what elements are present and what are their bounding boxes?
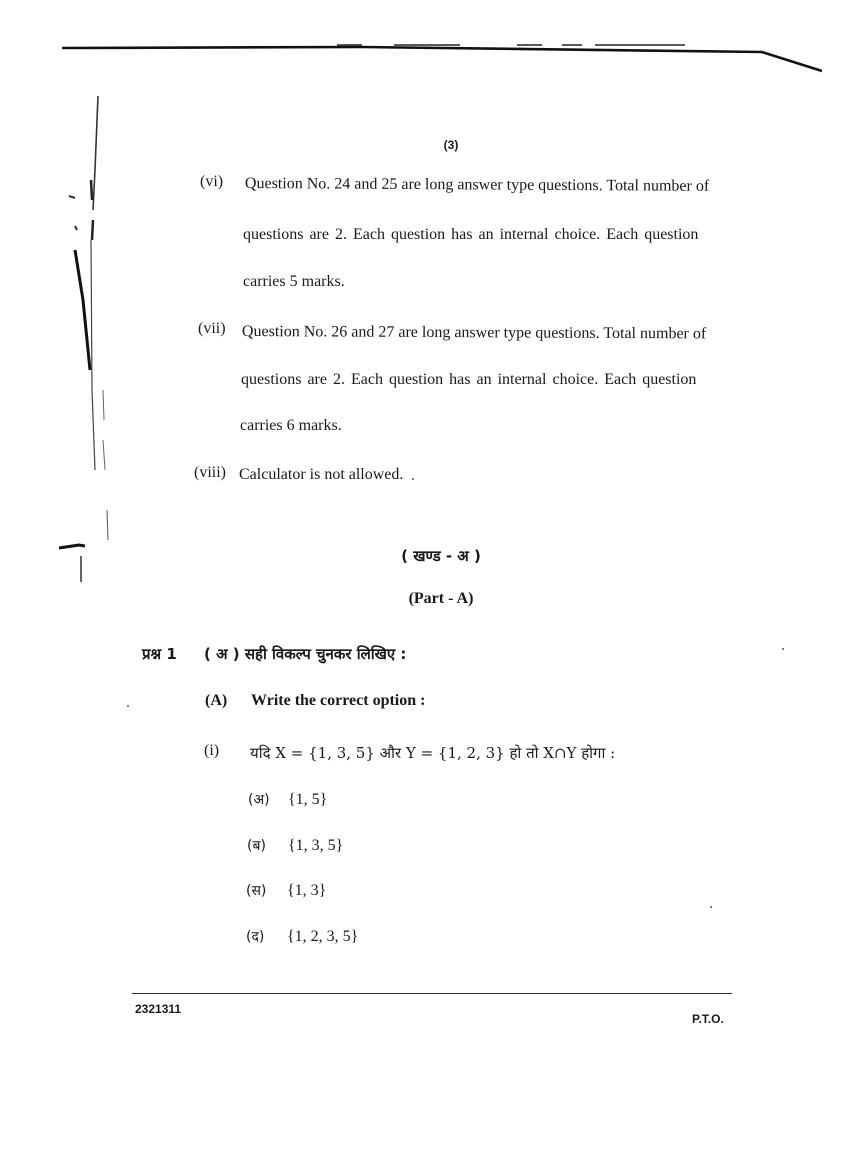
page-number: (3) — [443, 138, 459, 152]
instruction-number: (viii) — [194, 464, 226, 481]
instruction-line: Calculator is not allowed. — [239, 466, 404, 483]
section-heading-hindi: ( खण्ड - अ ) — [401, 547, 481, 565]
footer-rule — [132, 993, 732, 994]
question-sub-marker: (A) — [205, 692, 228, 709]
option-marker: (द) — [246, 929, 265, 945]
margin-scan-marks — [55, 90, 125, 610]
instruction-line: Question No. 24 and 25 are long answer type questions. Total number of — [244, 175, 710, 195]
scan-speck — [710, 906, 712, 908]
question-instruction-english: Write the correct option : — [251, 692, 426, 709]
top-scan-rule — [62, 44, 822, 76]
option-value: {1, 3, 5} — [288, 837, 344, 854]
instruction-number: (vi) — [200, 173, 224, 190]
option-value: {1, 5} — [288, 791, 328, 808]
question-label: प्रश्न 1 — [142, 645, 177, 663]
paper-code: 2321311 — [135, 1002, 182, 1016]
scan-speck — [412, 478, 414, 480]
scan-speck — [782, 648, 784, 650]
scan-speck — [127, 705, 129, 707]
question-item-text: यदि X = {1, 3, 5} और Y = {1, 2, 3} हो तो X∩Y होगा : — [250, 744, 616, 762]
option-value: {1, 2, 3, 5} — [287, 928, 359, 945]
instruction-line: carries 6 marks. — [240, 417, 342, 434]
option-marker: (स) — [246, 883, 267, 899]
option-value: {1, 3} — [287, 882, 327, 899]
section-heading-english: (Part - A) — [408, 590, 474, 607]
please-turn-over: P.T.O. — [692, 1012, 724, 1026]
instruction-line: Question No. 26 and 27 are long answer type questions. Total number of — [241, 323, 707, 343]
option-marker: (ब) — [247, 838, 266, 854]
option-marker: (अ) — [248, 792, 270, 808]
question-instruction-hindi: ( अ ) सही विकल्प चुनकर लिखिए : — [204, 645, 407, 663]
question-item-number: (i) — [204, 742, 220, 759]
instruction-line: questions are 2. Each question has an internal choice. Each question — [243, 226, 699, 243]
instruction-number: (vii) — [198, 320, 226, 337]
instruction-line: questions are 2. Each question has an internal choice. Each question — [241, 371, 697, 388]
instruction-line: carries 5 marks. — [243, 273, 345, 290]
